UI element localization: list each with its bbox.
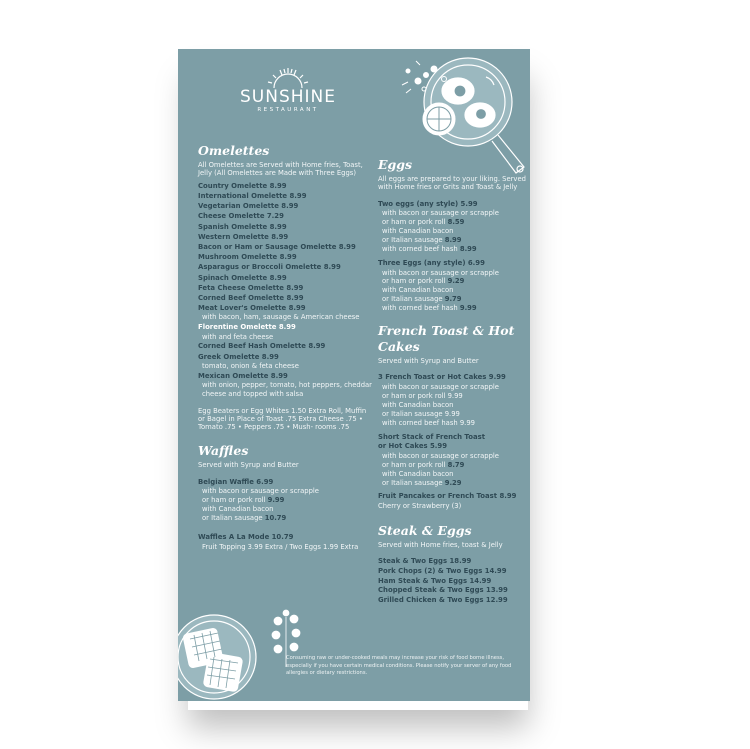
option-text: with corned beef hash (382, 304, 458, 313)
option-line (378, 245, 528, 254)
belgian-waffle-item: Belgian Waffle 6.99 (198, 477, 274, 486)
omelette-item-note: tomato, onion & feta cheese (202, 361, 299, 370)
option-price: 8.99 (459, 245, 477, 254)
french-toast-intro: Served with Syrup and Butter (378, 357, 479, 366)
option-line (198, 514, 373, 523)
omelettes-heading: Omelettes (198, 143, 270, 158)
option-line: with Canadian bacon (382, 400, 454, 409)
option-price: 10.79 (264, 514, 287, 523)
option-line (378, 209, 528, 218)
left-column (198, 143, 373, 552)
option-text: or ham or pork roll (382, 460, 446, 469)
option-price: 9.99 (459, 304, 477, 313)
option-text: with Canadian bacon (382, 227, 454, 236)
omelette-item: Corned Beef Omelette 8.99 (198, 294, 304, 303)
option-price: 8.59 (447, 218, 465, 227)
option-text: with corned beef hash (382, 245, 458, 254)
omelette-item: Corned Beef Hash Omelette 8.99 (198, 342, 326, 351)
two-eggs-options (378, 209, 528, 254)
omelette-item: Florentine Omelette 8.99 (198, 323, 296, 332)
option-line (378, 227, 528, 236)
option-line (378, 277, 528, 286)
fruit-pancakes-note: Cherry or Strawberry (3) (378, 502, 462, 510)
omelette-item: Mushroom Omelette 8.99 (198, 253, 297, 262)
omelette-list (198, 181, 373, 399)
option-text: or ham or pork roll (202, 496, 266, 505)
option-line (378, 295, 528, 304)
omelette-item: Meat Lover's Omelette 8.99 (198, 304, 306, 313)
option-text: or Italian sausage (202, 514, 263, 523)
omelette-item: Asparagus or Broccoli Omelette 8.99 (198, 263, 341, 272)
french-toast-heading: French Toast & Hot Cakes (378, 323, 515, 355)
short-stack-item: Short Stack of French Toast (378, 432, 485, 441)
option-price: 9.29 (447, 277, 465, 286)
option-text: with bacon or sausage or scrapple (382, 209, 499, 218)
lemon-illustration (396, 49, 466, 149)
option-line: or ham or pork roll 9.99 (382, 391, 463, 400)
option-price: 9.79 (444, 295, 462, 304)
option-line (378, 236, 528, 245)
short-stack-item-price: or Hot Cakes 5.99 (378, 442, 448, 451)
omelette-extras: Egg Beaters or Egg Whites 1.50 Extra Roll, Muffin or Bagel in Place of Toast .75 Extra Cheese .75 • Tomato .75 • Peppers .75 • Mush- rooms .75 (198, 406, 367, 432)
option-line (378, 269, 528, 278)
food-safety-disclaimer: Consuming raw or under-cooked meals may increase your risk of food borne illness, especially if you have certain medical conditions. Please notify your server of any food allergies or dietary restrictions. (286, 655, 512, 677)
three-french-toast-item: 3 French Toast or Hot Cakes 9.99 (378, 373, 506, 382)
omelette-item: Mexican Omelette 8.99 (198, 371, 288, 380)
menu-page (178, 49, 530, 701)
option-text: or Italian sausage (382, 236, 443, 245)
option-text: with Canadian bacon (382, 286, 454, 295)
omelette-item: Spanish Omelette 8.99 (198, 222, 287, 231)
omelette-item-note: with onion, pepper, tomato, hot peppers, cheddar cheese and topped with salsa (202, 380, 372, 398)
option-line (378, 470, 528, 479)
restaurant-tagline: RESTAURANT (257, 107, 319, 113)
option-text: with Canadian bacon (202, 505, 274, 514)
three-eggs-item: Three Eggs (any style) 6.99 (378, 258, 485, 267)
option-price: 9.99 (267, 496, 285, 505)
steak-eggs-item: Chopped Steak & Two Eggs 13.99 (378, 586, 508, 595)
omelette-item-note: with and feta cheese (202, 332, 274, 341)
right-column (378, 157, 528, 605)
option-line (378, 452, 528, 461)
steak-eggs-item: Grilled Chicken & Two Eggs 12.99 (378, 595, 508, 604)
three-french-toast-options (378, 383, 528, 428)
option-line (198, 496, 373, 505)
option-price: 8.79 (447, 460, 465, 469)
waffles-heading: Waffles (198, 443, 249, 459)
restaurant-logo (238, 66, 338, 113)
restaurant-name: SUNSHINE (240, 87, 336, 107)
option-text: with bacon or sausage or scrapple (202, 487, 319, 496)
omelette-item: Greek Omelette 8.99 (198, 352, 279, 361)
eggs-intro: All eggs are prepared to your liking. Served with Home fries or Grits and Toast & Jelly (378, 175, 526, 192)
steak-eggs-item: Ham Steak & Two Eggs 14.99 (378, 576, 492, 585)
option-line: with bacon or sausage or scrapple (382, 383, 499, 392)
option-line (198, 505, 373, 514)
omelette-item: International Omelette 8.99 (198, 192, 307, 201)
option-line (378, 304, 528, 313)
omelette-item: Bacon or Ham or Sausage Omelette 8.99 (198, 243, 356, 252)
omelette-item: Vegetarian Omelette 8.99 (198, 202, 299, 211)
option-line (378, 286, 528, 295)
waffles-a-la-mode-note: Fruit Topping 3.99 Extra / Two Eggs 1.99 Extra (202, 542, 359, 551)
fruit-pancakes-item: Fruit Pancakes or French Toast 8.99 (378, 492, 517, 501)
belgian-waffle-options (198, 487, 373, 523)
option-text: with Canadian bacon (382, 469, 454, 478)
omelette-item: Cheese Omelette 7.29 (198, 212, 284, 221)
option-line (378, 479, 528, 488)
option-text: with bacon or sausage or scrapple (382, 451, 499, 460)
option-line (378, 461, 528, 470)
option-text: or ham or pork roll (382, 218, 446, 227)
steak-eggs-heading: Steak & Eggs (378, 522, 472, 538)
omelette-item-note: with bacon, ham, sausage & American cheese (202, 313, 360, 322)
short-stack-options (378, 452, 528, 488)
option-price: 9.29 (444, 478, 462, 487)
three-eggs-options (378, 269, 528, 314)
option-line (198, 487, 373, 496)
omelettes-intro: All Omelettes are Served with Home fries, Toast, Jelly (All Omelettes are Made with Three Eggs) (198, 161, 363, 178)
two-eggs-item: Two eggs (any style) 5.99 (378, 199, 478, 208)
omelette-item: Feta Cheese Omelette 8.99 (198, 283, 304, 292)
option-text: with bacon or sausage or scrapple (382, 268, 499, 277)
omelette-item: Spinach Omelette 8.99 (198, 273, 287, 282)
omelette-item: Western Omelette 8.99 (198, 232, 289, 241)
steak-eggs-item: Steak & Two Eggs 18.99 (378, 557, 472, 566)
option-line (378, 218, 528, 227)
waffles-a-la-mode-item: Waffles A La Mode 10.79 (198, 533, 294, 542)
option-text: or Italian sausage (382, 295, 443, 304)
option-line: with corned beef hash 9.99 (382, 418, 475, 427)
omelette-item: Country Omelette 8.99 (198, 181, 287, 190)
option-text: or Italian sausage (382, 478, 443, 487)
waffles-intro: Served with Syrup and Butter (198, 461, 299, 470)
eggs-heading: Eggs (378, 157, 413, 172)
option-line: or Italian sausage 9.99 (382, 409, 460, 418)
option-price: 8.99 (444, 236, 462, 245)
steak-eggs-list (378, 557, 528, 605)
option-text: or ham or pork roll (382, 277, 446, 286)
steak-eggs-intro: Served with Home fries, toast & Jelly (378, 540, 503, 549)
steak-eggs-item: Pork Chops (2) & Two Eggs 14.99 (378, 566, 507, 575)
